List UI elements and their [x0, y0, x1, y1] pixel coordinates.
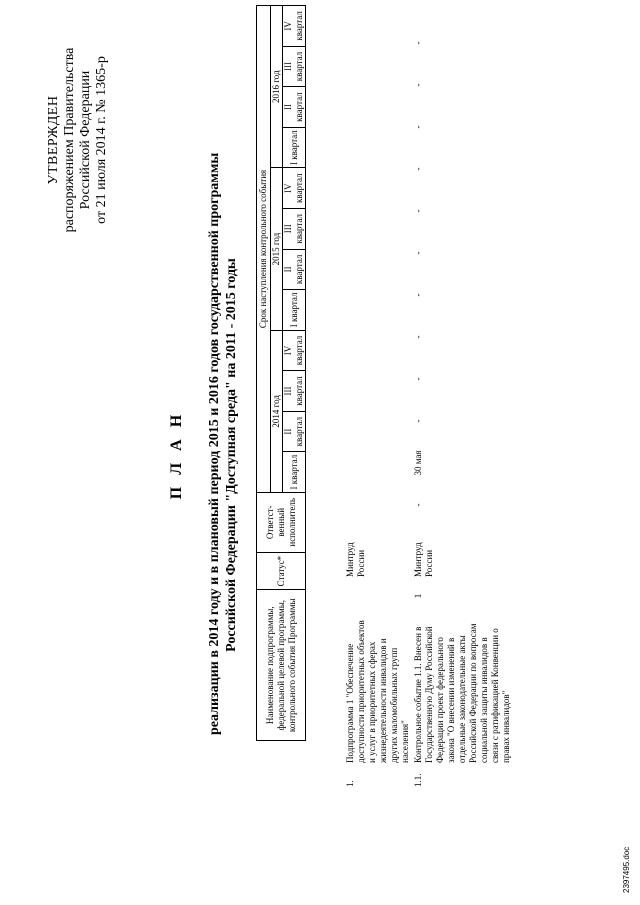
row-cell: - — [413, 209, 423, 213]
header-quarter: IV квартал — [283, 168, 306, 209]
header-year-2016: 2016 год — [271, 6, 283, 168]
header-quarter: IV квартал — [283, 6, 306, 47]
row-responsible: Минтруд России — [345, 542, 366, 577]
approval-line-1: распоряжением Правительства — [62, 47, 77, 233]
row-cell: - — [413, 503, 423, 507]
rotated-page — [0, 5, 640, 905]
header-deadline: Срок наступления контрольного события — [257, 6, 271, 493]
row-number: 1. — [345, 780, 355, 787]
plan-heading: П Л А Н — [168, 410, 185, 500]
row-name: Контрольное событие 1.1. Внесен в Государственную Думу Российской Федерации проект федерального закона "О внесении изменений в отдельные законодательные акты Российской Федерации по вопросам социальной защиты инвалидов в связи с ратификацией Конвенции о правах инвалидов" — [413, 623, 511, 763]
title-line-2: Российской Федерации "Доступная среда" на 2011 - 2015 годы — [224, 258, 239, 652]
row-cell: - — [413, 335, 423, 339]
row-name: Подпрограмма 1 "Обеспечение доступности приоритетных объектов и услуг в приоритетных сферах жизнедеятельности инвалидов и других маломобильных групп населения" — [345, 620, 410, 763]
header-quarter: II квартал — [283, 411, 306, 452]
header-quarter: III квартал — [283, 46, 306, 87]
approval-block — [46, 35, 110, 245]
approval-line-3: от 21 июля 2014 г. № 1365-р — [94, 56, 109, 224]
row-number: 1.1. — [413, 773, 423, 787]
row-cell: - — [413, 41, 423, 45]
row-cell: - — [413, 83, 423, 87]
approval-line-2: Российской Федерации — [78, 70, 93, 210]
row-cell: - — [413, 251, 423, 255]
plan-table-header — [256, 5, 306, 741]
header-name: Наименование подпрограммы, федеральной целевой программы, контрольного события Программы — [257, 590, 306, 741]
row-cell: 30 мая — [413, 450, 423, 476]
header-quarter: IV квартал — [283, 330, 306, 371]
row-cell: - — [413, 293, 423, 297]
header-quarter: III квартал — [283, 371, 306, 412]
document-title — [168, 152, 240, 735]
row-cell: - — [413, 167, 423, 171]
header-year-2014: 2014 год — [271, 330, 283, 492]
row-cell: - — [413, 125, 423, 129]
header-quarter: II квартал — [283, 87, 306, 128]
header-quarter: I квартал — [283, 290, 306, 331]
footer-filename: 2397495.doc — [622, 846, 631, 893]
row-status: 1 — [413, 593, 423, 599]
header-status: Статус* — [257, 552, 306, 590]
title-line-1: реализации в 2014 году и в плановый период 2015 и 2016 годов государственной программы — [207, 152, 222, 735]
header-quarter: I квартал — [283, 452, 306, 493]
approval-heading: УТВЕРЖДЕН — [46, 95, 61, 185]
row-cell: - — [413, 377, 423, 381]
row-responsible: Минтруд России — [413, 542, 434, 577]
header-quarter: I квартал — [283, 127, 306, 168]
header-responsible: Ответст-венный исполнитель — [257, 492, 306, 552]
header-year-2015: 2015 год — [271, 168, 283, 330]
header-quarter: II квартал — [283, 249, 306, 290]
header-quarter: III квартал — [283, 209, 306, 250]
row-cell: - — [413, 419, 423, 423]
